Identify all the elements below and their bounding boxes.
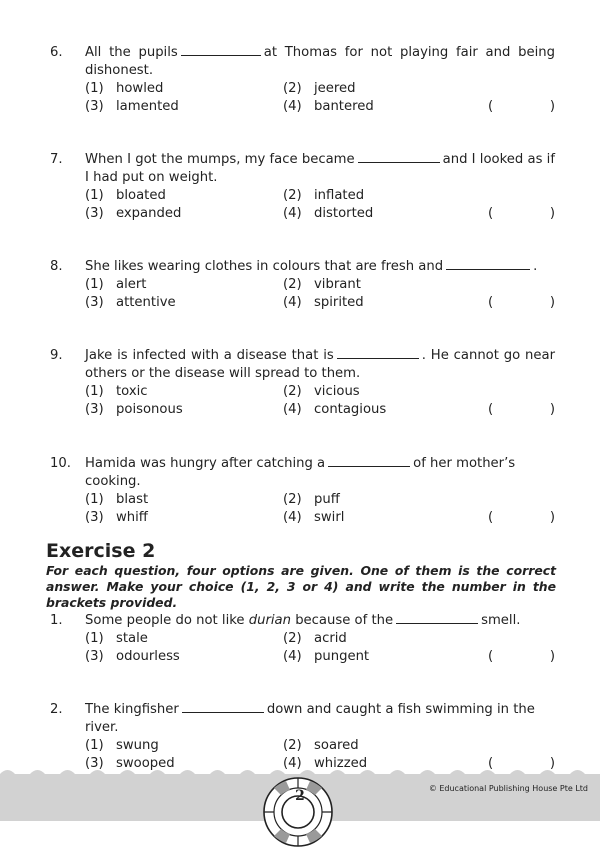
option-1: (1) alert [85,277,147,292]
question-number: 10. [50,456,71,471]
option-2: (2) vicious [283,384,360,399]
page-number: 2 [295,788,305,804]
answer-blank[interactable] [328,456,410,467]
option-3: (3) swooped [85,756,175,771]
copyright-notice: © Educational Publishing House Pte Ltd [428,784,588,793]
answer-blank[interactable] [181,45,261,56]
option-4: (4) pungent [283,649,370,664]
answer-blank[interactable] [337,348,419,359]
option-2: (2) puff [283,492,340,507]
answer-blank[interactable] [358,152,440,163]
question-stem: The kingfisher down and caught a fish swimming in the river. [85,702,535,735]
question-stem: All the pupils at Thomas for not playing fair and being dishonest. [85,45,555,78]
option-2: (2) vibrant [283,277,361,292]
option-2: (2) soared [283,738,359,753]
option-1: (1) bloated [85,188,166,203]
option-3: (3) whiff [85,510,148,525]
option-1: (1) howled [85,81,164,96]
question-10 [50,455,555,527]
option-3: (3) expanded [85,206,182,221]
answer-brackets[interactable]: ( ) [488,756,555,771]
answer-brackets[interactable]: ( ) [488,649,555,664]
option-4: (4) swirl [283,510,345,525]
options [85,187,555,223]
option-4: (4) distorted [283,206,374,221]
exercise-title: Exercise 2 [46,540,156,562]
question-stem: Hamida was hungry after catching a of her mother’s cooking. [85,456,516,489]
question-7 [50,151,555,223]
answer-brackets[interactable]: ( ) [488,295,555,310]
question-stem: She likes wearing clothes in colours that are fresh and . [85,259,538,274]
question-number: 8. [50,259,63,274]
question-8 [50,258,555,312]
question-stem: Jake is infected with a disease that is . He cannot go near others or the disease will spread to them. [85,348,555,381]
answer-brackets[interactable]: ( ) [488,402,555,417]
options [85,491,555,527]
page-footer [0,766,600,821]
answer-blank[interactable] [446,259,530,270]
option-3: (3) lamented [85,99,179,114]
option-4: (4) whizzed [283,756,368,771]
italic-word: durian [248,613,291,628]
answer-brackets[interactable]: ( ) [488,206,555,221]
answer-blank[interactable] [182,702,264,713]
question-number: 1. [50,613,63,628]
option-3: (3) odourless [85,649,180,664]
answer-blank[interactable] [396,613,478,624]
question-6 [50,44,555,116]
option-4: (4) bantered [283,99,374,114]
question-number: 9. [50,348,63,363]
options [85,276,555,312]
option-2: (2) acrid [283,631,347,646]
answer-brackets[interactable]: ( ) [488,99,555,114]
exercise-instructions: For each question, four options are given. One of them is the correct answer. Make your choice (1, 2, 3 or 4) and write the number in the brackets provided. [46,563,556,610]
question-number: 6. [50,45,63,60]
answer-brackets[interactable]: ( ) [488,510,555,525]
lifebuoy-icon [262,776,334,848]
options [85,80,555,116]
option-3: (3) attentive [85,295,176,310]
question-number: 2. [50,702,63,717]
options [85,383,555,419]
question-stem: Some people do not like durian because of the smell. [85,613,521,628]
option-4: (4) spirited [283,295,364,310]
option-3: (3) poisonous [85,402,183,417]
question-number: 7. [50,152,63,167]
option-2: (2) jeered [283,81,356,96]
question-stem: When I got the mumps, my face became and I looked as if I had put on weight. [85,152,555,185]
question-1 [50,612,555,666]
question-9 [50,347,555,419]
option-4: (4) contagious [283,402,387,417]
options [85,630,555,666]
option-1: (1) toxic [85,384,148,399]
option-2: (2) inflated [283,188,365,203]
option-1: (1) swung [85,738,159,753]
option-1: (1) blast [85,492,149,507]
option-1: (1) stale [85,631,148,646]
question-2 [50,701,555,773]
